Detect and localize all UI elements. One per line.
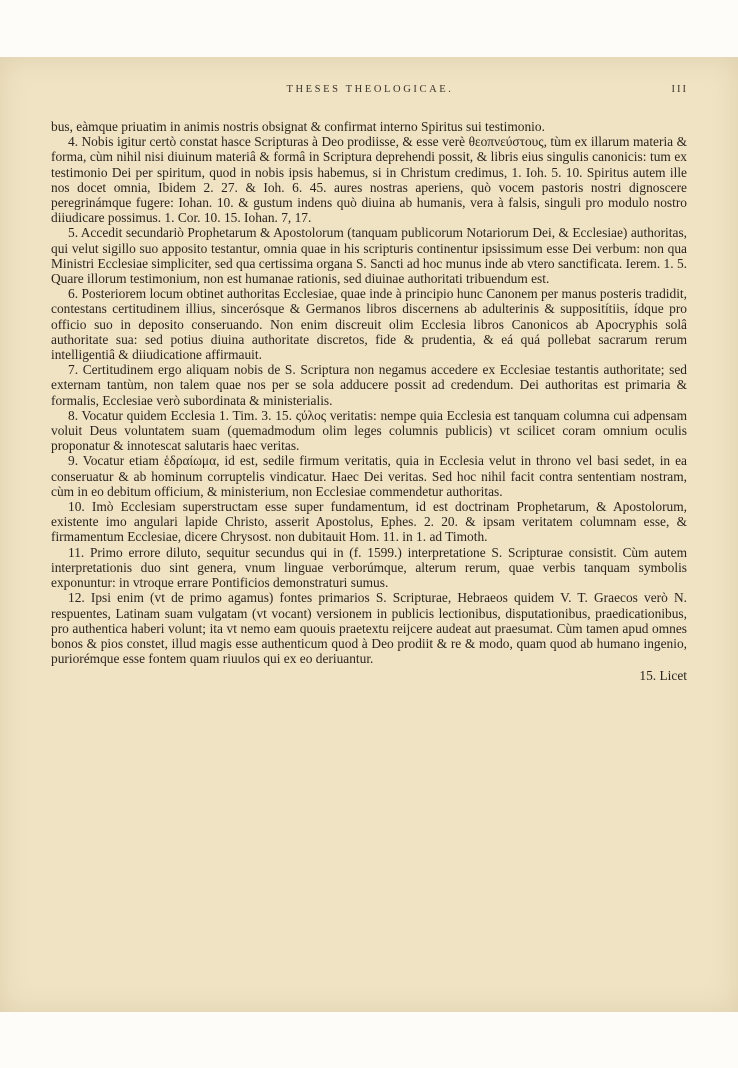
body-text xyxy=(51,119,687,684)
catchword: 15. Licet xyxy=(639,668,687,684)
paragraph-thesis-10: 10. Imò Ecclesiam superstructam esse super fundamentum, id est doctrinam Prophetarum, & Apostolorum, existente imo angulari lapide Christo, asserit Apostolus, Ephes. 2. 20. & ipsam veritatem columnam esse, & firmamentum Ecclesiae, dicere Chrysost. non dubitauit Hom. 11. in 1. ad Timoth. xyxy=(51,499,687,545)
running-head xyxy=(52,84,688,100)
paragraph-thesis-5: 5. Accedit secundariò Prophetarum & Apostolorum (tanquam publicorum Notariorum Dei, & Ecclesiae) authoritas, qui velut sigillo suo apposito testantur, omnia quae in his scripturis continentur ipsissimum esse Dei verbum: non qua Ministri Ecclesiae simpliciter, sed qua certissima organa S. Sancti ad hoc munus inde ab vtero sanctificata. Ierem. 1. 5. Quare illorum testimonium, non est humanae rationis, sed diuinae authoritati tribuendum est. xyxy=(51,225,687,287)
paragraph-thesis-6: 6. Posteriorem locum obtinet authoritas Ecclesiae, quae inde à principio hunc Canonem per manus posteris tradidit, contestans certitudinem illius, sincerósque & Germanos libros discernens ab adulterinis & suppositítiis, ídque pro officio suo in deposito conseruando. Non enim discreuit olim Ecclesia libros Canonicos ab Apocryphis solâ authoritate sua: sed potius diuina authoritate discretos, fide & prudentia, & eá quá pollebat sacrarum rerum intelligentiâ & diiudicatione affirmauit. xyxy=(51,286,687,363)
page-number: III xyxy=(671,84,688,95)
paragraph-thesis-4: 4. Nobis igitur certò constat hasce Scripturas à Deo prodiisse, & esse verè θεοπνεύστους, tùm ex illarum materia & forma, cùm nihil nisi diuinum materiâ & formâ in Scriptura deprehendi possit, & libris eius singulis canonicis: tum ex testimonio Dei per spiritum, quod in nobis ipsis habemus, si in Christum credimus, 1. Ioh. 5. 10. Spiritus autem ille nos docet omnia, Ibidem 2. 27. & Ioh. 6. 45. aures nostras aperiens, quò vocem pastoris nostri dignoscere peregrinámque fugere: Iohan. 10. & gustum indens quò diuina ab humanis, vera à falsis, singuli pro modulo nostro diiudicare possimus. 1. Cor. 10. 15. Iohan. 7, 17. xyxy=(51,134,687,226)
paragraph-continuation: bus, eàmque priuatim in animis nostris obsignat & confirmat interno Spiritus sui testimonio. xyxy=(51,119,545,134)
paragraph-thesis-8: 8. Vocatur quidem Ecclesia 1. Tim. 3. 15. ςύλος veritatis: nempe quia Ecclesia est tanquam columna cui adpensam voluit Deus voluntatem suam (quemadmodum olim leges columnis publicis) vt scilicet coram omnium oculis proponatur & innotescat salutaris haec veritas. xyxy=(51,407,687,454)
paragraph-thesis-12: 12. Ipsi enim (vt de primo agamus) fontes primarios S. Scripturae, Hebraeos quidem V. T. Graecos verò N. respuentes, Latinam suam vulgatam (vt vocant) versionem in publicis lectionibus, disputationibus, praedicationibus, pro authentica haberi volunt; ita vt nemo eam quouis praetextu reijcere audeat aut praesumat. Cùm tamen apud omnes bonos & pios constet, illud magis esse authenticum quod à Deo prodiit & re & modo, quam quod ab humano ingenio, puriorémque esse fontem quam riuulos qui ex eo deriuantur. xyxy=(51,590,687,667)
paragraph-thesis-7: 7. Certitudinem ergo aliquam nobis de S. Scriptura non negamus accedere ex Ecclesiae testantis authoritate; sed externam tantùm, non talem quae nos per se sola adducere possit ad credendum. Dei authoritas est primaria & formalis, Ecclesiae verò subordinata & ministerialis. xyxy=(51,362,687,408)
paragraph-thesis-9: 9. Vocatur etiam ἑδραίωμα, id est, sedile firmum veritatis, quia in Ecclesia velut in throno vel basi sedet, in ea conseruatur & ab hominum corruptelis vindicatur. Haec Dei veritas. Sed hoc nihil facit contra sententiam nostram, cùm in eo debitum officium, & ministerium, non Ecclesiae commendetur authoritas. xyxy=(51,453,687,499)
book-page xyxy=(0,57,738,1012)
paragraph-thesis-11: 11. Primo errore diluto, sequitur secundus qui in (f. 1599.) interpretatione S. Scripturae consistit. Cùm autem interpretationis duo sint genera, vnum linguae verborúmque, alterum rerum, quae verbis tanquam symbolis exponuntur: in vtroque errare Pontificios demonstraturi sumus. xyxy=(51,544,687,591)
header-title: THESES THEOLOGICAE. xyxy=(286,84,454,95)
